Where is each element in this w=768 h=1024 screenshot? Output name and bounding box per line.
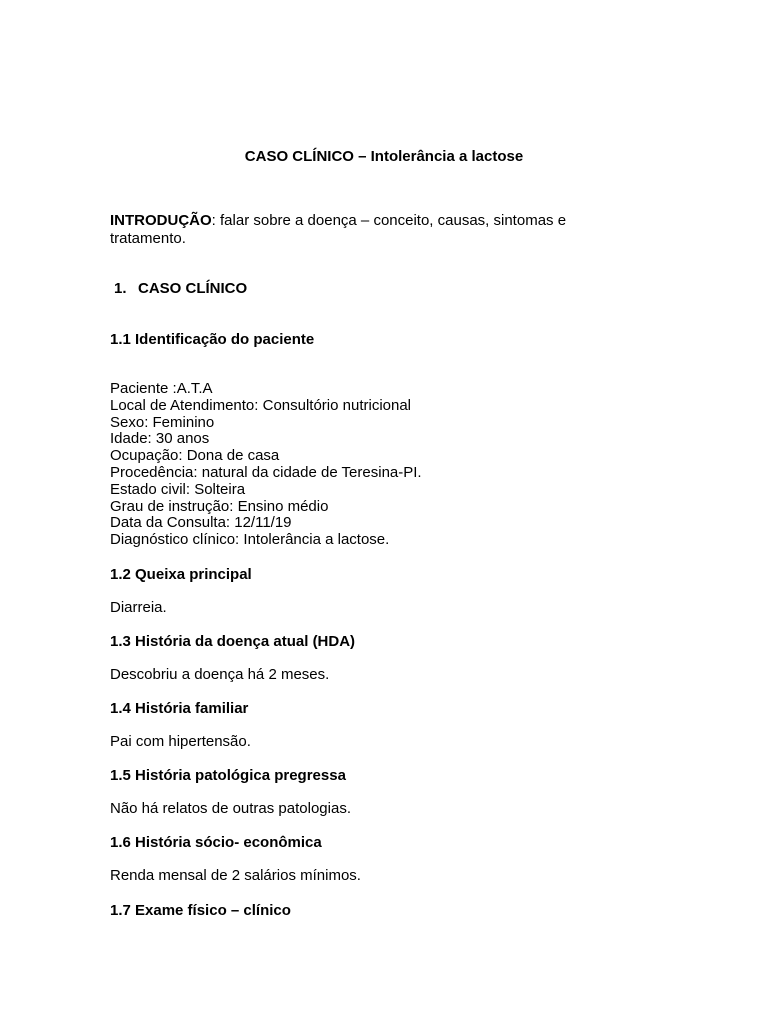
- heading-physical-exam: 1.7 Exame físico – clínico: [110, 902, 291, 919]
- heading-family-history: 1.4 História familiar: [110, 700, 249, 717]
- identification-line: Sexo: Feminino: [110, 413, 215, 431]
- heading-pathological-history: 1.5 História patológica pregressa: [110, 767, 346, 784]
- socioeconomic-history-text: Renda mensal de 2 salários mínimos.: [110, 867, 361, 884]
- identification-line: Procedência: natural da cidade de Teresina-PI.: [110, 463, 422, 481]
- heading-complaint: 1.2 Queixa principal: [110, 566, 252, 583]
- document-title: CASO CLÍNICO – Intolerância a lactose: [244, 148, 524, 165]
- section-number: 1.: [114, 280, 127, 297]
- introduction-label: INTRODUÇÃO: [110, 212, 212, 229]
- identification-line: Ocupação: Dona de casa: [110, 447, 280, 465]
- identification-line: Diagnóstico clínico: Intolerância a lactose.: [110, 531, 390, 549]
- introduction-paragraph: [110, 212, 610, 248]
- heading-hda: 1.3 História da doença atual (HDA): [110, 633, 356, 650]
- section-heading-caso-clinico: [114, 280, 247, 298]
- identification-line: Data da Consulta: 12/11/19: [110, 514, 292, 532]
- identification-list: [110, 381, 422, 549]
- hda-text: Descobriu a doença há 2 meses.: [110, 666, 330, 683]
- identification-line: Estado civil: Solteira: [110, 480, 246, 498]
- introduction-text: : falar sobre a doença – conceito, causas, sintomas e tratamento.: [110, 212, 567, 247]
- complaint-text: Diarreia.: [110, 599, 167, 616]
- identification-line: Idade: 30 anos: [110, 430, 210, 448]
- identification-line: Grau de instrução: Ensino médio: [110, 497, 329, 515]
- identification-line: Local de Atendimento: Consultório nutricional: [110, 396, 412, 414]
- heading-identification: 1.1 Identificação do paciente: [110, 331, 315, 348]
- identification-line: Paciente :A.T.A: [110, 380, 213, 397]
- heading-socioeconomic-history: 1.6 História sócio- econômica: [110, 834, 322, 851]
- pathological-history-text: Não há relatos de outras patologias.: [110, 800, 351, 817]
- family-history-text: Pai com hipertensão.: [110, 733, 251, 750]
- section-title: CASO CLÍNICO: [138, 280, 248, 297]
